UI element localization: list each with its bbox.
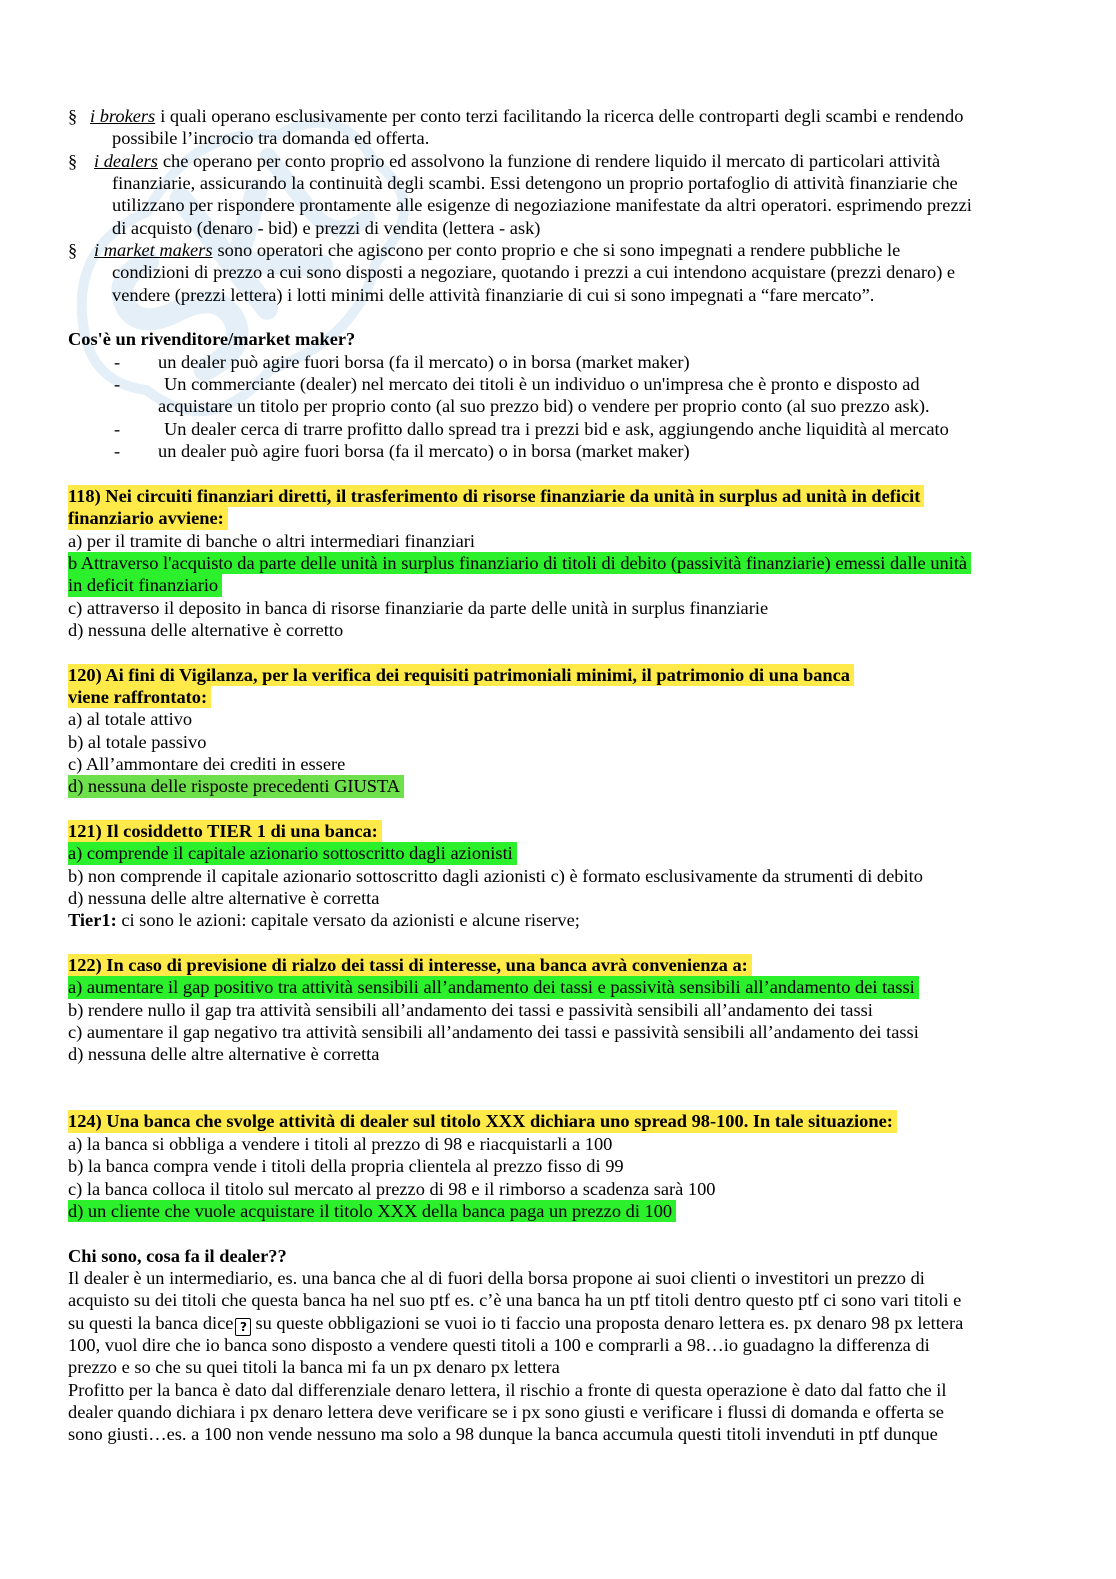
answer-option: c) attraverso il deposito in banca di risorse finanziarie da parte delle unità in surplus finanziarie — [68, 597, 769, 618]
bullet-text-line: finanziarie, assicurando la continuità degli scambi. Essi detengono un proprio portafoglio di attività finanziarie che — [112, 173, 958, 194]
question-title-line — [68, 485, 1108, 507]
section-sign-icon: § — [68, 150, 78, 171]
answer-option: a) la banca si obbliga a vendere i titoli al prezzo di 98 e riacquistarli a 100 — [68, 1133, 613, 1154]
section-heading-market-maker: Cos'è un rivenditore/market maker? — [68, 329, 356, 350]
bullet-text: che operano per conto proprio ed assolvono la funzione di rendere liquido il mercato di particolari attività — [162, 150, 941, 171]
paragraph-text: su queste obbligazioni se vuoi io ti faccio una proposta denaro lettera es. px denaro 98 px lettera — [255, 1312, 964, 1333]
answer-option: b) rendere nullo il gap tra attività sensibili all’andamento dei tassi e passività sensibili all’andamento dei tassi — [68, 999, 873, 1020]
paragraph-line — [68, 1312, 1108, 1334]
dash-item-text: Un dealer cerca di trarre profitto dallo spread tra i prezzi bid e ask, aggiungendo anche liquidità al mercato — [164, 418, 949, 439]
dash-item — [68, 373, 1108, 395]
question-title-highlight: 120) Ai fini di Vigilanza, per la verifica dei requisiti patrimoniali minimi, il patrimonio di una banca — [68, 664, 854, 686]
term-brokers: i brokers — [90, 106, 156, 126]
question-title-highlight: 118) Nei circuiti finanziari diretti, il trasferimento di risorse finanziarie da unità in surplus ad unità in deficit — [68, 485, 924, 507]
correct-answer-highlight: a) aumentare il gap positivo tra attività sensibili all’andamento dei tassi e passività sensibili all’andamento dei tassi — [68, 976, 919, 998]
answer-option-correct — [68, 552, 1108, 574]
question-title-line — [68, 954, 1108, 976]
correct-answer-highlight: in deficit finanziario — [68, 574, 222, 596]
answer-option: d) nessuna delle altre alternative è corretta — [68, 888, 380, 909]
question-title-highlight: finanziario avviene: — [68, 507, 228, 529]
tier1-note — [68, 909, 1108, 931]
tier1-note-label: Tier1: — [68, 910, 117, 931]
section-sign-icon: § — [68, 106, 78, 126]
dash-bullet: - — [114, 374, 121, 395]
bullet-text: i quali operano esclusivamente per conto terzi facilitando la ricerca delle controparti degli scambi e rendendo — [160, 106, 964, 126]
answer-option-correct — [68, 775, 1108, 797]
tier1-note-text: ci sono le azioni: capitale versato da azionisti e alcune riserve; — [121, 910, 580, 931]
page-content — [68, 105, 1108, 1446]
bullet-market-makers — [68, 239, 1108, 261]
bullet-text-line: vendere (prezzi lettera) i lotti minimi delle attività finanziarie di cui si sono impegnati a “fare mercato”. — [112, 284, 875, 305]
section-heading-dealer: Chi sono, cosa fa il dealer?? — [68, 1245, 287, 1266]
term-dealers: i dealers — [94, 150, 158, 171]
answer-option: b) non comprende il capitale azionario sottoscritto dagli azionisti c) è formato esclusivamente da strumenti di debito — [68, 865, 923, 886]
answer-option: c) All’ammontare dei crediti in essere — [68, 753, 346, 774]
dash-item-text: Un commerciante (dealer) nel mercato dei titoli è un individuo o un'impresa che è pronto e disposto ad — [164, 374, 920, 395]
answer-option: a) al totale attivo — [68, 709, 193, 730]
dash-bullet: - — [114, 441, 121, 462]
paragraph-line: acquisto su dei titoli che questa banca ha nel suo ptf es. c’è una banca ha un ptf titoli dentro questo ptf ci sono vari titoli e — [68, 1290, 962, 1311]
paragraph-line: sono giusti…es. a 100 non vende nessuno ma solo a 98 dunque la banca accumula questi titoli invenduti in ptf dunque — [68, 1424, 938, 1445]
paragraph-line: dealer quando dichiara i px denaro lettera deve verificare se i px sono giusti e verificare i flussi di domanda e offerta se — [68, 1401, 944, 1422]
question-title-line — [68, 686, 1108, 708]
answer-option: d) nessuna delle altre alternative è corretta — [68, 1044, 380, 1065]
dash-item — [68, 351, 1108, 373]
term-market-makers: i market makers — [94, 240, 213, 261]
dash-item — [68, 440, 1108, 462]
correct-answer-highlight: a) comprende il capitale azionario sottoscritto dagli azionisti — [68, 842, 517, 864]
answer-option-correct — [68, 842, 1108, 864]
answer-option-correct — [68, 976, 1108, 998]
answer-option-correct — [68, 1200, 1108, 1222]
bullet-text: sono operatori che agiscono per conto proprio e che si sono impegnati a rendere pubbliche le — [217, 240, 901, 261]
dash-item-text: un dealer può agire fuori borsa (fa il mercato) o in borsa (market maker) — [158, 351, 690, 372]
correct-answer-highlight: d) nessuna delle risposte precedenti GIUSTA — [68, 775, 404, 797]
dash-item — [68, 418, 1108, 440]
answer-option: d) nessuna delle alternative è corretto — [68, 619, 344, 640]
question-title-line — [68, 507, 1108, 529]
question-title-highlight: viene raffrontato: — [68, 686, 211, 708]
answer-option-correct — [68, 574, 1108, 596]
question-title-line — [68, 1110, 1108, 1132]
answer-option: b) la banca compra vende i titoli della propria clientela al prezzo fisso di 99 — [68, 1156, 624, 1177]
answer-option: a) per il tramite di banche o altri intermediari finanziari — [68, 530, 475, 551]
dash-item-text: un dealer può agire fuori borsa (fa il mercato) o in borsa (market maker) — [158, 441, 690, 462]
dash-bullet: - — [114, 418, 121, 439]
correct-answer-highlight: b Attraverso l'acquisto da parte delle unità in surplus finanziario di titoli di debito (passività finanziarie) emessi dalle unità — [68, 552, 971, 574]
paragraph-line: prezzo e so che su quei titoli la banca mi fa un px denaro px lettera — [68, 1357, 560, 1378]
bullet-text-line: utilizzano per rispondere prontamente alle esigenze di negoziazione manifestate da altri operatori. esprimendo prezzi — [112, 195, 972, 216]
paragraph-line: 100, vuol dire che io banca sono disposto a vendere questi titoli a 100 e comprarli a 98…io guadagno la differenza di — [68, 1334, 930, 1355]
bullet-dealers — [68, 150, 1108, 172]
dash-item-text-line: acquistare un titolo per proprio conto (al suo prezzo bid) o vendere per proprio conto (al suo prezzo ask). — [158, 396, 930, 417]
bullet-brokers — [68, 105, 1108, 127]
paragraph-text: su questi la banca dice — [68, 1312, 234, 1333]
bullet-text-line: di acquisto (denaro - bid) e prezzi di vendita (lettera - ask) — [112, 217, 541, 238]
section-sign-icon: § — [68, 240, 78, 261]
dash-bullet: - — [114, 351, 121, 372]
bullet-text-line: condizioni di prezzo a cui sono disposti a negoziare, quotando i prezzi a cui intendono acquistare (prezzi denaro) e — [112, 262, 956, 283]
question-title-highlight: 121) Il cosiddetto TIER 1 di una banca: — [68, 820, 382, 842]
answer-option: c) aumentare il gap negativo tra attività sensibili all’andamento dei tassi e passività sensibili all’andamento dei tassi — [68, 1022, 919, 1043]
question-title-highlight: 124) Una banca che svolge attività di dealer sul titolo XXX dichiara uno spread 98-100. In tale situazione: — [68, 1110, 897, 1132]
question-title-line — [68, 820, 1108, 842]
correct-answer-highlight: d) un cliente che vuole acquistare il titolo XXX della banca paga un prezzo di 100 — [68, 1200, 676, 1222]
question-title-highlight: 122) In caso di previsione di rialzo dei tassi di interesse, una banca avrà convenienza a: — [68, 954, 752, 976]
paragraph-line: Il dealer è un intermediario, es. una banca che al di fuori della borsa propone ai suoi clienti o investitori un prezzo di — [68, 1267, 925, 1288]
answer-option: b) al totale passivo — [68, 731, 207, 752]
answer-option: c) la banca colloca il titolo sul mercato al prezzo di 98 e il rimborso a scadenza sarà 100 — [68, 1178, 716, 1199]
bullet-text-line: possibile l’incrocio tra domanda ed offerta. — [112, 128, 430, 149]
missing-character-icon — [235, 1318, 251, 1336]
paragraph-line: Profitto per la banca è dato dal differenziale denaro lettera, il rischio a fronte di questa operazione è dato dal fatto che il — [68, 1379, 947, 1400]
question-title-line — [68, 664, 1108, 686]
